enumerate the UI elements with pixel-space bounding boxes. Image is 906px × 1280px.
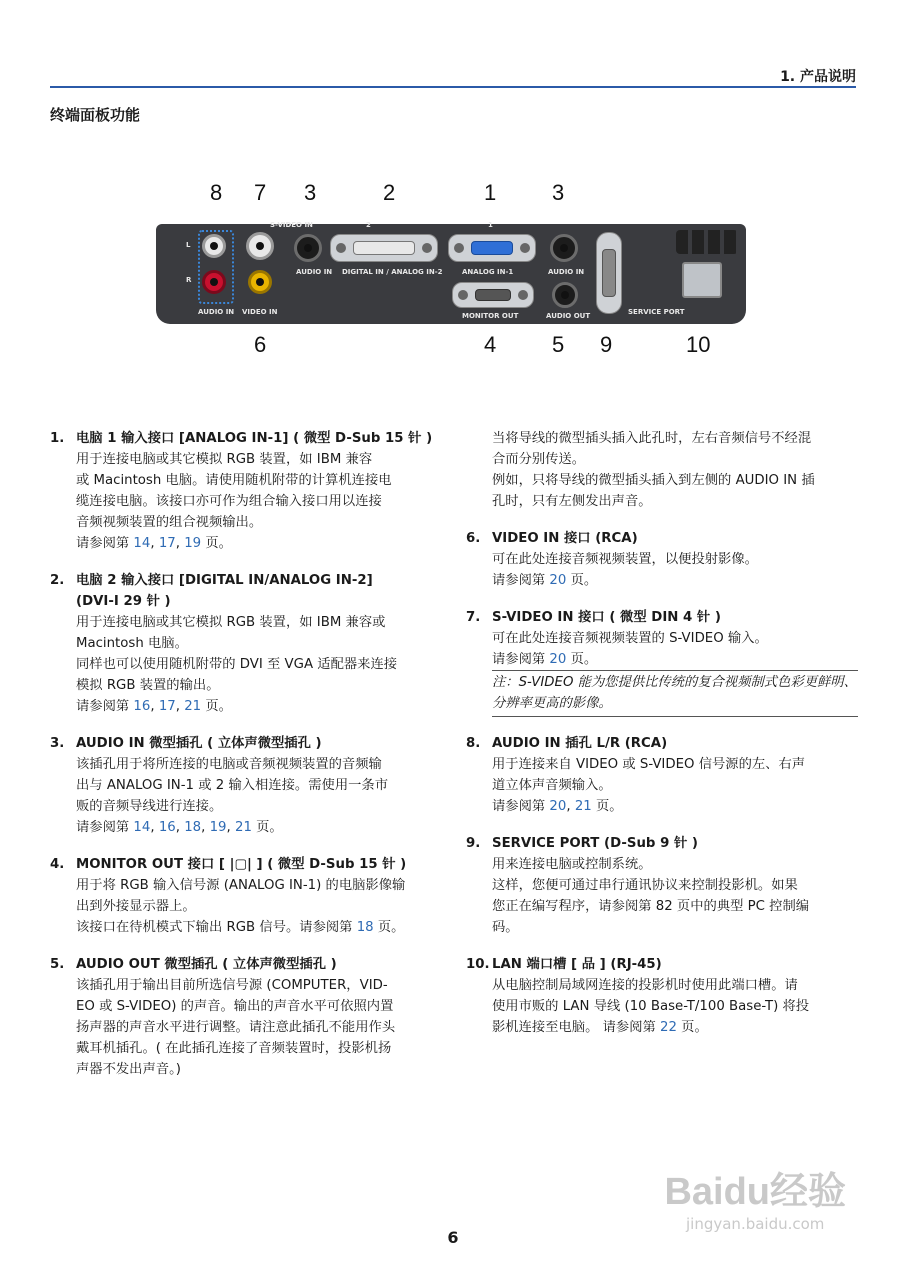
page-link[interactable]: 20 [549, 573, 567, 588]
chapter-title: 1. 产品说明 [780, 69, 856, 85]
page-link[interactable]: 17 [158, 699, 176, 714]
label-l: L [186, 241, 191, 249]
page-link[interactable]: 17 [158, 536, 176, 551]
dvi-i-port[interactable] [330, 234, 438, 262]
item-2 [50, 570, 442, 717]
terminal-panel-figure [150, 176, 750, 360]
item-3 [50, 733, 442, 838]
callout-7: 7 [254, 180, 267, 205]
text-line: EO 或 S-VIDEO) 的声音。输出的声音水平可依照内置 [76, 999, 394, 1014]
page-reference: 请参阅第 20, 21 页。 [492, 799, 623, 814]
text-line: 用来连接电脑或控制系统。 [492, 857, 652, 872]
item-9 [466, 833, 858, 938]
item-title: S-VIDEO IN 接口 ( 微型 DIN 4 针 ) [492, 610, 721, 625]
item-5 [50, 954, 442, 1080]
text-line: 该插孔用于输出目前所选信号源 (COMPUTER，VID- [76, 978, 388, 993]
text-line: 使用市贩的 LAN 导线 (10 Base-T/100 Base-T) 将投 [492, 999, 810, 1014]
callout-9: 9 [600, 332, 613, 357]
section-title: 终端面板功能 [50, 106, 141, 124]
note: 注：S-VIDEO 能为您提供比传统的复合视频制式色彩更鲜明、分辨率更高的影像。 [492, 670, 858, 717]
text-line: 该插孔用于将所连接的电脑或音频视频装置的音频输 [76, 757, 382, 772]
item-title: MONITOR OUT 接口 [ |▢| ] ( 微型 D-Sub 15 针 ) [76, 857, 407, 872]
page-reference: 请参阅第 14, 16, 18, 19, 21 页。 [76, 820, 283, 835]
text-line: 用于连接来自 VIDEO 或 S-VIDEO 信号源的左、右声 [492, 757, 806, 772]
item-title: AUDIO IN 微型插孔 ( 立体声微型插孔 ) [76, 736, 322, 751]
label-num2: 2 [366, 221, 371, 229]
item-7 [466, 607, 858, 717]
label-service-port: SERVICE PORT [628, 308, 685, 316]
page-link[interactable]: 21 [574, 799, 592, 814]
text-line: 音频视频装置的组合视频输出。 [76, 515, 263, 530]
item-number: 4. [50, 857, 65, 872]
text-line: 从电脑控制局域网连接的投影机时使用此端口槽。请 [492, 978, 798, 993]
item-title-cont: (DVI-I 29 针 ) [76, 594, 171, 609]
page-link[interactable]: 18 [356, 920, 374, 935]
projector-panel [156, 221, 746, 324]
callout-10: 10 [686, 332, 711, 357]
item-4 [50, 854, 442, 938]
left-column [50, 428, 442, 1096]
item-number: 10. [466, 957, 490, 972]
text-line: 码。 [492, 920, 519, 935]
text-line: 戴耳机插孔。( 在此插孔连接了音频装置时，投影机扬 [76, 1041, 392, 1056]
text-line: 用于将 RGB 输入信号源 (ANALOG IN-1) 的电脑影像输 [76, 878, 406, 893]
item-1 [50, 428, 442, 554]
label-monitor-out: MONITOR OUT [462, 312, 519, 320]
page-reference: 请参阅第 16, 17, 21 页。 [76, 699, 232, 714]
lan-port[interactable] [682, 262, 722, 298]
text-line: 出到外接显示器上。 [76, 899, 196, 914]
item-number: 8. [466, 736, 481, 751]
text-line: 扬声器的声音水平进行调整。请注意此插孔不能用作头 [76, 1020, 396, 1035]
page-reference: 请参阅第 14, 17, 19 页。 [76, 536, 232, 551]
label-svideo-in: S-VIDEO IN [270, 221, 313, 229]
text-line: 合而分别传送。 [492, 452, 586, 467]
label-audio-in-a: AUDIO IN [296, 268, 333, 276]
item-10 [466, 954, 858, 1038]
text-line: 这样，您便可通过串行通讯协议来控制投影机。如果 [492, 878, 798, 893]
page-link[interactable]: 19 [209, 820, 227, 835]
watermark-url: jingyan.baidu.com [686, 1215, 825, 1233]
text-line: 例如，只将导线的微型插头插入到左侧的 AUDIO IN 插 [492, 473, 815, 488]
item-title: VIDEO IN 接口 (RCA) [492, 531, 638, 546]
text-line: 道立体声音频输入。 [492, 778, 612, 793]
item-8 [466, 733, 858, 817]
text-line: 孔时，只有左侧发出声音。 [492, 494, 652, 509]
text-line: 用于连接电脑或其它模拟 RGB 装置，如 IBM 兼容 [76, 452, 373, 467]
label-audio-in-lr: AUDIO IN [198, 308, 235, 316]
text-line: 出与 ANALOG IN-1 或 2 输入相连接。需使用一条市 [76, 778, 389, 793]
page-link[interactable]: 19 [184, 536, 202, 551]
callout-5: 5 [552, 332, 565, 357]
callout-8: 8 [210, 180, 223, 205]
page-reference: 请参阅第 20 页。 [492, 573, 598, 588]
audio-in-jack-a[interactable] [294, 234, 322, 262]
text-line: 缆连接电脑。该接口亦可作为组合输入接口用以连接 [76, 494, 382, 509]
page-link[interactable]: 20 [549, 652, 567, 667]
page-link[interactable]: 16 [133, 699, 151, 714]
page-link[interactable]: 14 [133, 820, 151, 835]
text-line: 同样也可以使用随机附带的 DVI 至 VGA 适配器来连接 [76, 657, 398, 672]
callout-1: 1 [484, 180, 497, 205]
page-reference: 影机连接至电脑。 请参阅第 22 页。 [492, 1020, 708, 1035]
label-audio-out: AUDIO OUT [546, 312, 591, 320]
callout-3a: 3 [304, 180, 317, 205]
label-r: R [186, 276, 192, 284]
header-rule [50, 86, 856, 88]
label-num1: 1 [488, 221, 493, 229]
item-6 [466, 528, 858, 591]
monitor-out-port[interactable] [452, 282, 534, 308]
text-line: 声器不发出声音。) [76, 1062, 181, 1077]
audio-in-r-jack[interactable] [202, 270, 226, 294]
baidu-logo: Baidu经验 [664, 1171, 846, 1213]
label-digital-in: DIGITAL IN / ANALOG IN-2 [342, 268, 443, 276]
right-column [466, 428, 858, 1054]
service-port[interactable] [596, 232, 622, 314]
page-link[interactable]: 22 [660, 1020, 677, 1035]
callout-4: 4 [484, 332, 497, 357]
text-line: Macintosh 电脑。 [76, 636, 188, 651]
callout-3b: 3 [552, 180, 565, 205]
text-line: 或 Macintosh 电脑。请使用随机附带的计算机连接电 [76, 473, 392, 488]
vent-grille [676, 230, 738, 254]
audio-in-l-jack[interactable] [202, 234, 226, 258]
svideo-in-port[interactable] [246, 232, 274, 260]
callout-6: 6 [254, 332, 267, 357]
page-link[interactable]: 20 [549, 799, 567, 814]
page-link[interactable]: 21 [184, 699, 202, 714]
item-5-continued [466, 428, 858, 512]
page-number: 6 [447, 1228, 459, 1247]
label-video-in: VIDEO IN [242, 308, 278, 316]
text-line: 您正在编写程序，请参阅第 82 页中的典型 PC 控制编 [492, 899, 810, 914]
item-title: AUDIO OUT 微型插孔 ( 立体声微型插孔 ) [76, 957, 337, 972]
page-link[interactable]: 14 [133, 536, 151, 551]
text-line: 可在此处连接音频视频装置的 S-VIDEO 输入。 [492, 631, 768, 646]
item-number: 1. [50, 431, 65, 446]
item-number: 6. [466, 531, 481, 546]
page-link[interactable]: 16 [158, 820, 176, 835]
item-number: 7. [466, 610, 481, 625]
text-line: 用于连接电脑或其它模拟 RGB 装置，如 IBM 兼容或 [76, 615, 386, 630]
label-audio-in-b: AUDIO IN [548, 268, 585, 276]
item-number: 9. [466, 836, 481, 851]
item-title: LAN 端口槽 [ 品 ] (RJ-45) [492, 957, 662, 972]
item-title: SERVICE PORT (D-Sub 9 针 ) [492, 836, 698, 851]
watermark [664, 1160, 846, 1233]
item-number: 3. [50, 736, 65, 751]
analog-in-1-port[interactable] [448, 234, 536, 262]
page-reference: 该接口在待机模式下输出 RGB 信号。请参阅第 18 页。 [76, 920, 405, 935]
page-link[interactable]: 18 [184, 820, 202, 835]
item-number: 5. [50, 957, 65, 972]
text-line: 可在此处连接音频视频装置，以便投射影像。 [492, 552, 758, 567]
page-reference: 请参阅第 20 页。 [492, 652, 598, 667]
item-title: AUDIO IN 插孔 L/R (RCA) [492, 736, 668, 751]
page-link[interactable]: 21 [234, 820, 252, 835]
item-number: 2. [50, 573, 65, 588]
callout-2: 2 [383, 180, 396, 205]
item-title: 电脑 2 输入接口 [DIGITAL IN/ANALOG IN-2] [76, 573, 373, 588]
video-in-jack[interactable] [248, 270, 272, 294]
text-line: 模拟 RGB 装置的输出。 [76, 678, 220, 693]
text-line: 贩的音频导线进行连接。 [76, 799, 223, 814]
item-title: 电脑 1 输入接口 [ANALOG IN-1] ( 微型 D-Sub 15 针 ) [76, 431, 433, 446]
audio-out-jack[interactable] [552, 282, 578, 308]
label-analog-in-1: ANALOG IN-1 [462, 268, 514, 276]
audio-in-jack-b[interactable] [550, 234, 578, 262]
text-line: 当将导线的微型插头插入此孔时，左右音频信号不经混 [492, 431, 812, 446]
